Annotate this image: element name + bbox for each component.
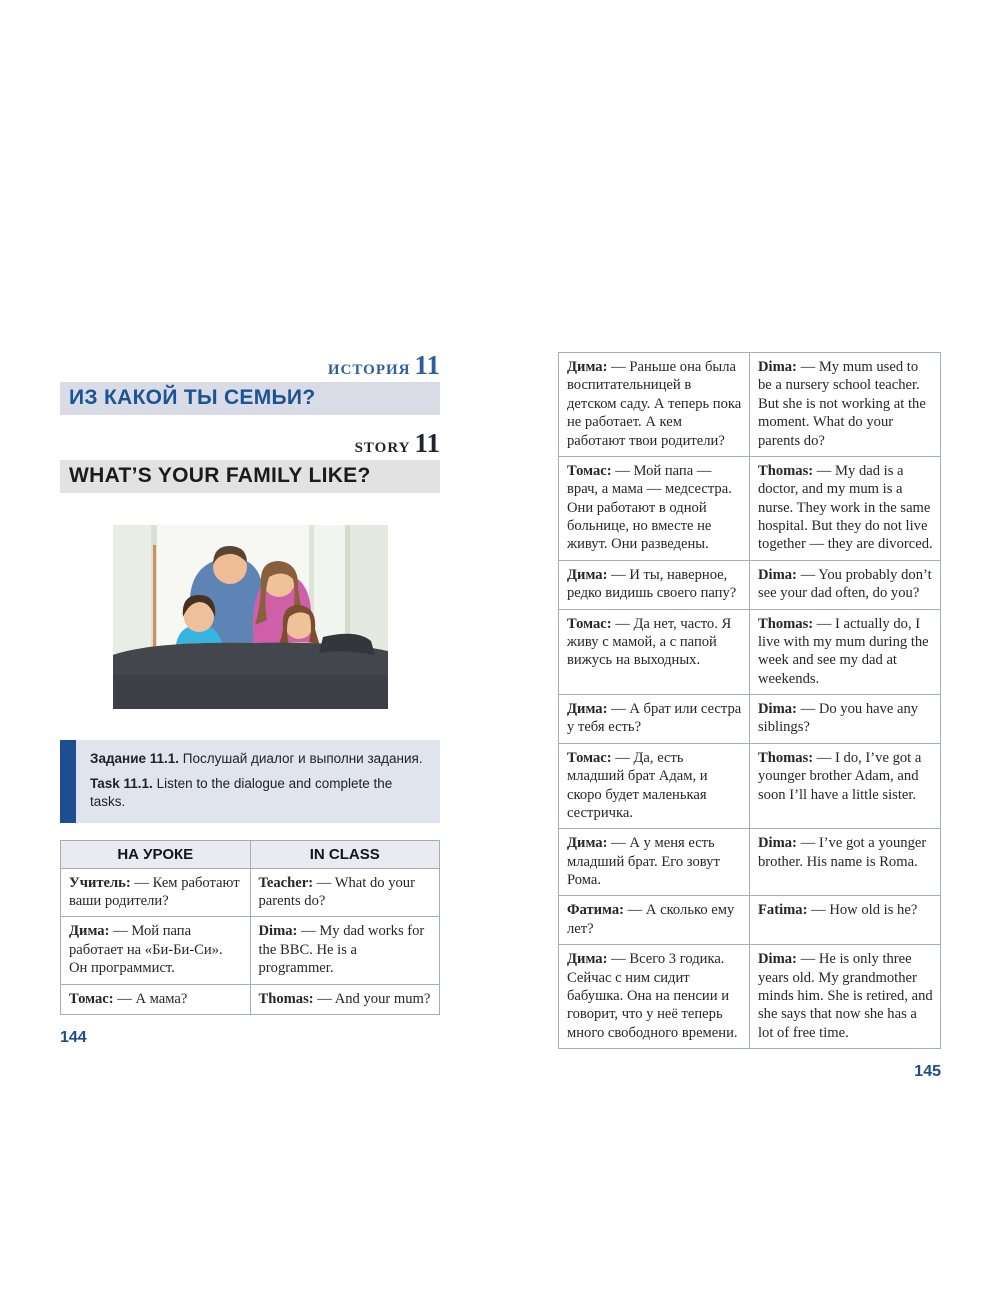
speech-text: — What do your parents do? bbox=[258, 874, 415, 910]
dialogue-cell-ru bbox=[559, 353, 750, 457]
dialogue-cell-en bbox=[750, 560, 941, 609]
speech-text: — А брат или сестра у тебя есть? bbox=[567, 701, 742, 736]
speaker-name: Dima: bbox=[758, 951, 797, 968]
speech-text: — How old is he? bbox=[807, 902, 918, 919]
table-header-row bbox=[61, 840, 440, 868]
column-header-russian: НА УРОКЕ bbox=[61, 840, 251, 868]
speech-text: — My dad is a doctor, and my mum is a nurse. They work in the same hospital. But they do not live together — they are divorced. bbox=[758, 462, 933, 553]
story-label-russian bbox=[60, 352, 440, 379]
table-row bbox=[559, 609, 941, 695]
dialogue-cell-ru bbox=[61, 868, 251, 917]
speech-text: — He is only three years old. My grandmother minds him. She is retired, and she says that now she has a lot of free time. bbox=[758, 951, 933, 1041]
page-number-left: 144 bbox=[60, 1028, 87, 1046]
speaker-name: Томас: bbox=[69, 990, 114, 1007]
speaker-name: Thomas: bbox=[258, 990, 314, 1007]
speech-text: — Да, есть младший брат Адам, и скоро будет маленькая сестричка. bbox=[567, 749, 708, 821]
speech-text: — Да нет, часто. Я живу с мамой, а с папой вижусь на выходных. bbox=[567, 615, 732, 669]
task-line-english bbox=[90, 775, 428, 811]
speaker-name: Фатима: bbox=[567, 902, 625, 919]
speaker-name: Dima: bbox=[758, 566, 797, 583]
page-number-right: 145 bbox=[914, 1063, 941, 1080]
dialogue-cell-ru bbox=[559, 695, 750, 744]
speech-text: — А мама? bbox=[113, 990, 188, 1007]
speech-text: — And your mum? bbox=[313, 990, 431, 1007]
speech-text: — Кем работают ваши родители? bbox=[69, 874, 240, 910]
dialogue-cell-en bbox=[250, 917, 440, 984]
family-photo bbox=[113, 525, 388, 709]
dialogue-cell-ru bbox=[559, 896, 750, 945]
speech-text: — А у меня есть младший брат. Его зовут Рома. bbox=[567, 835, 720, 888]
table-row bbox=[559, 695, 941, 744]
dialogue-cell-en bbox=[750, 945, 941, 1049]
dialogue-cell-en bbox=[750, 896, 941, 945]
speech-text: — I do, I’ve got a younger brother Adam, and soon I’ll have a little sister. bbox=[758, 749, 922, 803]
chapter-title-english: WHAT’S YOUR FAMILY LIKE? bbox=[60, 460, 440, 493]
left-page bbox=[60, 352, 440, 1047]
table-row bbox=[559, 560, 941, 609]
dialogue-cell-ru bbox=[559, 560, 750, 609]
speech-text: — И ты, наверное, редко видишь своего папу? bbox=[567, 566, 737, 602]
table-row bbox=[559, 456, 941, 560]
task-desc-en: Listen to the dialogue and complete the tasks. bbox=[90, 776, 393, 810]
speaker-name: Дима: bbox=[69, 923, 110, 940]
dialogue-table-right bbox=[558, 352, 941, 1049]
dialogue-cell-ru bbox=[559, 743, 750, 829]
speech-text: — Мой папа — врач, а мама — медсестра. Они работают в одной больнице, но вместе не живут. Они разведены. bbox=[567, 462, 732, 553]
dialogue-cell-ru bbox=[559, 456, 750, 560]
table-row bbox=[559, 353, 941, 457]
speaker-name: Teacher: bbox=[258, 874, 314, 891]
speaker-name: Thomas: bbox=[758, 749, 814, 766]
speaker-name: Fatima: bbox=[758, 902, 808, 919]
speaker-name: Дима: bbox=[567, 701, 608, 717]
dialogue-table-left bbox=[60, 840, 440, 1015]
task-line-russian bbox=[90, 750, 428, 768]
speech-text: — I actually do, I live with my mum during the week and see my dad at weekends. bbox=[758, 615, 929, 687]
dialogue-cell-ru bbox=[61, 984, 251, 1014]
speech-text: — А сколько ему лет? bbox=[567, 902, 735, 937]
table-row bbox=[559, 829, 941, 896]
dialogue-cell-ru bbox=[559, 945, 750, 1049]
speech-text: — Do you have any siblings? bbox=[758, 701, 919, 736]
task-text bbox=[76, 740, 440, 823]
family-photo-illustration bbox=[113, 525, 388, 709]
speaker-name: Дима: bbox=[567, 566, 608, 583]
table-row bbox=[559, 896, 941, 945]
speaker-name: Дима: bbox=[567, 835, 608, 852]
table-row bbox=[61, 868, 440, 917]
dialogue-cell-en bbox=[750, 609, 941, 695]
speech-text: — Раньше она была воспитательницей в детском саду. А теперь пока не работает. А кем работают твои родители? bbox=[567, 359, 742, 449]
speech-text: — You probably don’t see your dad often, do you? bbox=[758, 566, 932, 602]
speech-text: — Всего 3 годика. Сейчас с ним сидит бабушка. Она на пенсии и говорит, что у неё теперь много свободного времени. bbox=[567, 951, 738, 1041]
speaker-name: Thomas: bbox=[758, 462, 814, 479]
speaker-name: Dima: bbox=[758, 359, 797, 375]
task-number-ru: Задание 11.1. bbox=[90, 751, 180, 766]
speaker-name: Томас: bbox=[567, 462, 612, 479]
dialogue-cell-en bbox=[750, 456, 941, 560]
dialogue-cell-en bbox=[750, 743, 941, 829]
dialogue-cell-en bbox=[750, 695, 941, 744]
dialogue-cell-ru bbox=[559, 829, 750, 896]
speaker-name: Томас: bbox=[567, 749, 612, 766]
speaker-name: Томас: bbox=[567, 615, 612, 632]
table-row bbox=[61, 917, 440, 984]
dialogue-cell-ru bbox=[61, 917, 251, 984]
story-word-en: STORY bbox=[354, 440, 411, 456]
task-number-en: Task 11.1. bbox=[90, 776, 153, 792]
speech-text: — My mum used to be a nursery school teacher. But she is not working at the moment. What do your parents do? bbox=[758, 359, 926, 449]
table-row bbox=[559, 945, 941, 1049]
dialogue-cell-en bbox=[250, 984, 440, 1014]
story-label-english bbox=[60, 430, 440, 457]
speaker-name: Dima: bbox=[758, 701, 797, 717]
speech-text: — I’ve got a younger brother. His name is Roma. bbox=[758, 835, 927, 870]
speaker-name: Дима: bbox=[567, 359, 608, 375]
speaker-name: Dima: bbox=[258, 923, 298, 940]
story-number-en: 11 bbox=[414, 428, 440, 458]
speaker-name: Thomas: bbox=[758, 615, 814, 632]
speaker-name: Учитель: bbox=[69, 874, 131, 891]
dialogue-cell-en bbox=[750, 829, 941, 896]
dialogue-cell-en bbox=[250, 868, 440, 917]
speaker-name: Дима: bbox=[567, 951, 608, 968]
dialogue-cell-ru bbox=[559, 609, 750, 695]
speaker-name: Dima: bbox=[758, 835, 797, 852]
table-row bbox=[559, 743, 941, 829]
story-number-ru: 11 bbox=[414, 350, 440, 380]
task-box bbox=[60, 740, 440, 823]
speech-text: — My dad works for the BBC. He is a programmer. bbox=[258, 923, 425, 977]
chapter-title-russian: ИЗ КАКОЙ ТЫ СЕМЬИ? bbox=[60, 382, 440, 415]
speech-text: — Мой папа работает на «Би-Би-Си». Он программист. bbox=[69, 923, 223, 977]
column-header-english: IN CLASS bbox=[250, 840, 440, 868]
dialogue-cell-en bbox=[750, 353, 941, 457]
task-desc-ru: Послушай диалог и выполни задания. bbox=[179, 751, 423, 766]
right-page bbox=[558, 352, 941, 1081]
task-accent-bar bbox=[60, 740, 76, 823]
story-word-ru: ИСТОРИЯ bbox=[327, 362, 411, 378]
table-row bbox=[61, 984, 440, 1014]
